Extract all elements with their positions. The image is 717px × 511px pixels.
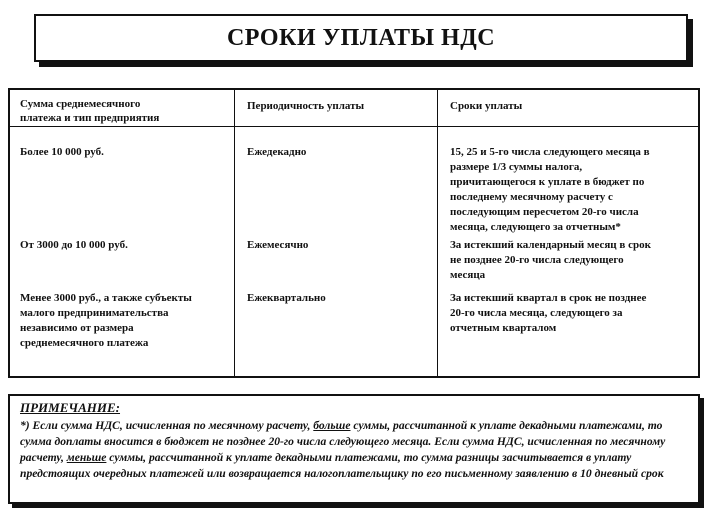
row-1-terms: 15, 25 и 5-го числа следующего месяца в размере 1/3 суммы налога, причитающегося к уплате в бюджет по последнему месячному расчету с последующим пересчетом 20-го числа месяца, следующего за отчетным* bbox=[450, 146, 650, 233]
note-title: ПРИМЕЧАНИЕ: bbox=[20, 400, 121, 415]
note-part-2: суммы, рассчитанной к уплате декадными платежами, то сумма доплаты вносится в бюджет не позднее 20-го числа следующего месяца. Если сумма НДС, исчисленная по месячному расчету, bbox=[20, 419, 666, 464]
row-3-amount: Менее 3000 руб., а также субъекты малого предпринимательства независимо от размера среднемесячного платежа bbox=[20, 292, 192, 349]
note-part-3: суммы, рассчитанной к уплате декадными платежами, то сумма разницы засчитывается в уплату предстоящих очередных платежей или возвращается налогоплательщику по его письменному заявлению в 10 дневный срок bbox=[20, 451, 664, 480]
vat-terms-table bbox=[8, 88, 700, 378]
header-amount: Сумма среднемесячного платежа и тип предприятия bbox=[20, 98, 160, 124]
row-3-frequency: Ежеквартально bbox=[247, 292, 326, 304]
note-word-less: меньше bbox=[66, 451, 107, 464]
row-2-terms: За истекший календарный месяц в срок не позднее 20-го числа следующего месяца bbox=[450, 239, 651, 281]
header-terms: Сроки уплаты bbox=[450, 100, 523, 112]
note-text bbox=[20, 418, 688, 482]
note-box bbox=[8, 394, 700, 504]
row-3-terms: За истекший квартал в срок не позднее 20-го числа месяца, следующего за отчетным кварталом bbox=[450, 292, 647, 334]
header-separator bbox=[10, 126, 698, 127]
column-separator-1 bbox=[234, 90, 235, 376]
column-separator-2 bbox=[437, 90, 438, 376]
note-part-1: *) Если сумма НДС, исчисленная по месячному расчету, bbox=[20, 419, 314, 432]
row-2-amount: От 3000 до 10 000 руб. bbox=[20, 239, 128, 251]
header-frequency: Периодичность уплаты bbox=[247, 100, 365, 112]
row-2-frequency: Ежемесячно bbox=[247, 239, 309, 251]
page-title: СРОКИ УПЛАТЫ НДС bbox=[226, 24, 496, 51]
row-1-amount: Более 10 000 руб. bbox=[20, 146, 104, 158]
row-1-frequency: Ежедекадно bbox=[247, 146, 307, 158]
title-box bbox=[34, 14, 688, 62]
note-word-more: больше bbox=[313, 419, 351, 432]
